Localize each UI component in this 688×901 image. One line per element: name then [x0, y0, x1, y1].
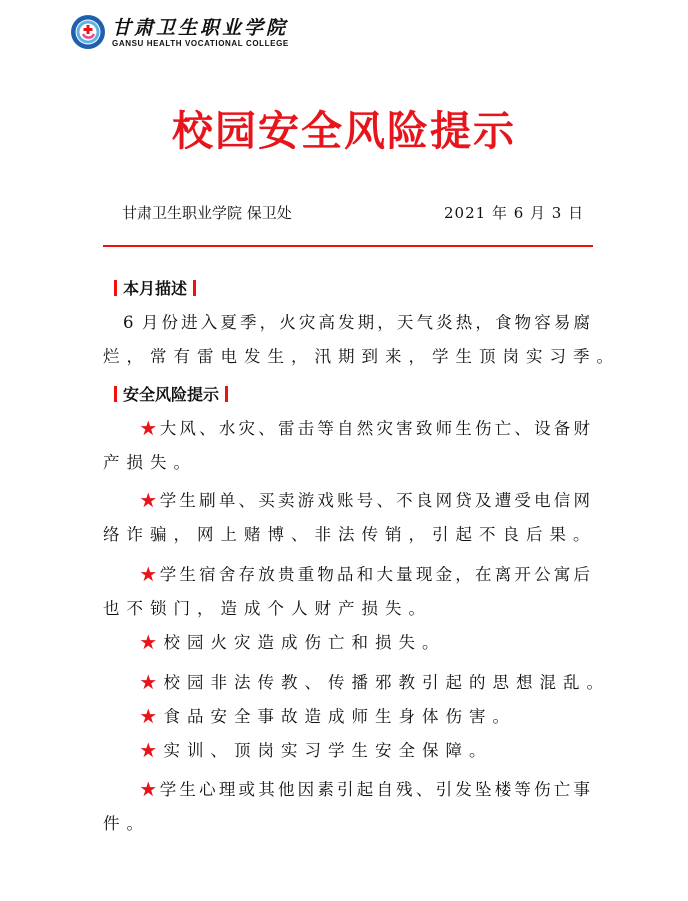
red-star-icon: ★	[140, 673, 164, 692]
paragraph-line	[103, 412, 590, 446]
text-line: 件。	[103, 814, 150, 833]
risk-item	[103, 558, 590, 626]
section-heading	[108, 382, 234, 405]
section-heading	[108, 276, 202, 299]
text-line: 学生刷单、买卖游戏账号、不良网贷及遭受电信网	[159, 491, 591, 510]
paragraph-line	[103, 306, 590, 340]
red-divider	[103, 245, 593, 247]
heading-bar-right	[193, 280, 196, 296]
risk-item	[103, 484, 597, 552]
paragraph-line	[103, 700, 590, 734]
paragraph-line	[103, 807, 590, 841]
text-line: 食品安全事故造成师生身体伤害。	[163, 707, 516, 726]
text-line: 络诈骗，网上赌博、非法传销，引起不良后果。	[103, 525, 597, 544]
risk-item	[103, 700, 590, 734]
risk-item	[103, 666, 610, 700]
paragraph-line	[103, 446, 590, 480]
paragraph-line	[103, 518, 597, 552]
text-line: 校园火灾造成伤亡和损失。	[163, 633, 446, 652]
issuing-org: 甘肃卫生职业学院 保卫处	[122, 204, 292, 222]
red-star-icon: ★	[140, 707, 164, 726]
red-star-icon: ★	[140, 419, 160, 438]
paragraph-line	[103, 734, 590, 768]
logo-chinese-name: 甘肃卫生职业学院	[112, 16, 289, 39]
text-line: 也不锁门，造成个人财产损失。	[103, 599, 432, 618]
risk-item	[103, 626, 590, 660]
red-star-icon: ★	[140, 741, 164, 760]
text-line: 实训、顶岗实习学生安全保障。	[163, 741, 493, 760]
section-heading-text: 安全风险提示	[123, 385, 220, 404]
red-star-icon: ★	[140, 491, 160, 510]
heading-bar-left	[114, 280, 117, 296]
paragraph-line	[103, 592, 590, 626]
text-line: 学生心理或其他因素引起自残、引发坠楼等伤亡事	[159, 780, 591, 799]
red-star-icon: ★	[140, 633, 164, 652]
text-line: 产损失。	[103, 453, 197, 472]
paragraph-line	[103, 773, 590, 807]
heading-bar-right	[225, 386, 228, 402]
text-line: 烂，常有雷电发生，汛期到来，学生顶岗实习季。	[103, 347, 620, 366]
paragraph-line	[103, 626, 590, 660]
issue-date: 2021 年 6 月 3 日	[444, 204, 585, 222]
page-title: 校园安全风险提示	[172, 107, 516, 155]
description-paragraph	[103, 306, 620, 374]
risk-item	[103, 773, 590, 841]
text-line: 6 月份进入夏季，火灾高发期，天气炎热，食物容易腐	[123, 313, 590, 332]
risk-item	[103, 412, 590, 480]
text-line: 学生宿舍存放贵重物品和大量现金，在离开公寓后	[159, 565, 591, 584]
red-star-icon: ★	[140, 780, 160, 799]
college-logo	[70, 14, 289, 50]
section-heading-text: 本月描述	[123, 279, 188, 298]
paragraph-line	[103, 340, 620, 374]
heading-bar-left	[114, 386, 117, 402]
college-emblem-icon	[70, 14, 106, 50]
paragraph-line	[103, 484, 590, 518]
paragraph-line	[103, 558, 590, 592]
logo-english-name: GANSU HEALTH VOCATIONAL COLLEGE	[112, 38, 289, 48]
red-star-icon: ★	[140, 565, 160, 584]
paragraph-line	[103, 666, 610, 700]
text-line: 大风、水灾、雷击等自然灾害致师生伤亡、设备财	[159, 419, 591, 438]
text-line: 校园非法传教、传播邪教引起的思想混乱。	[163, 673, 610, 692]
risk-item	[103, 734, 590, 768]
